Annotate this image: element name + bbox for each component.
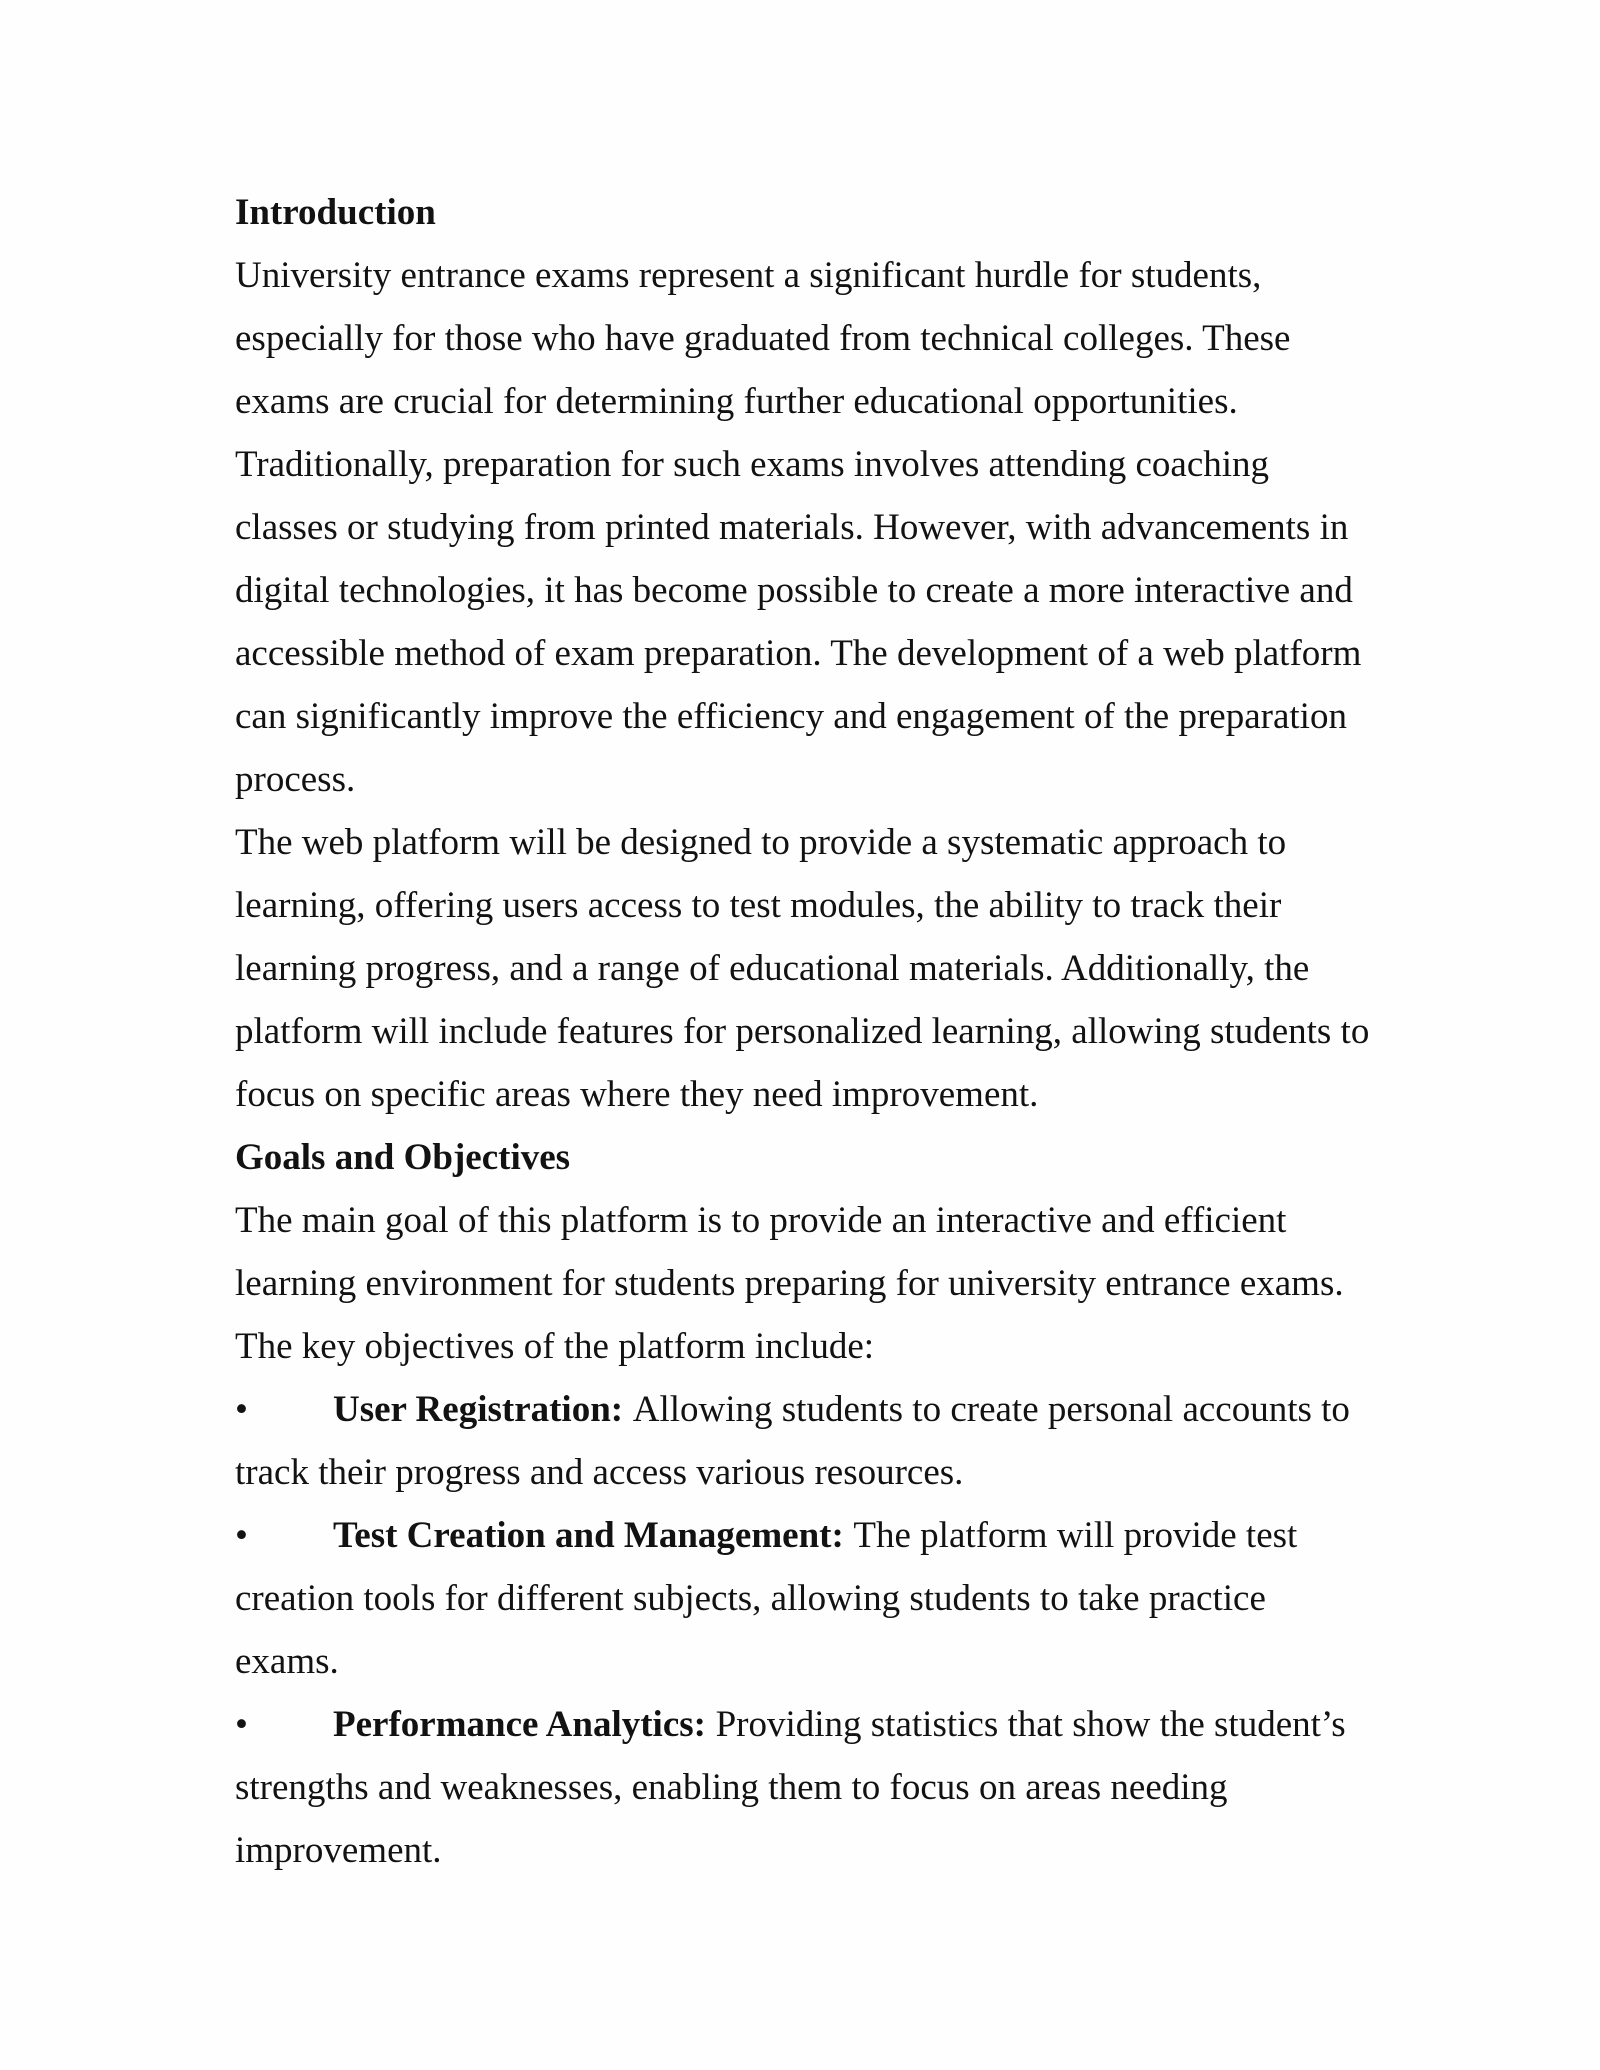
bullet-text: Providing statistics that show the student’s — [715, 1704, 1346, 1745]
bullet-text: The platform will provide test — [853, 1515, 1298, 1556]
bullet-continuation-line: exams. — [235, 1641, 339, 1682]
bullet-item — [235, 1504, 1375, 1567]
bullet-item — [235, 1693, 1375, 1756]
bullet-label: Performance Analytics: — [333, 1704, 706, 1745]
bullet-continuation-line: creation tools for different subjects, allowing students to take practice — [235, 1578, 1266, 1619]
bullet-label: User Registration: — [333, 1389, 624, 1430]
bullet-continuation-line: improvement. — [235, 1830, 442, 1871]
paragraph-line: The key objectives of the platform include: — [235, 1326, 875, 1367]
paragraph-line: exams are crucial for determining further educational opportunities. — [235, 381, 1238, 422]
bullet-item — [235, 1378, 1375, 1441]
paragraph-line: classes or studying from printed materials. However, with advancements in — [235, 507, 1349, 548]
section-heading: Goals and Objectives — [235, 1137, 571, 1178]
bullet-marker-icon: • — [235, 1704, 248, 1745]
bullet-marker-icon: • — [235, 1515, 248, 1556]
bullet-label: Test Creation and Management: — [333, 1515, 844, 1556]
paragraph-line: focus on specific areas where they need improvement. — [235, 1074, 1039, 1115]
paragraph-line: Traditionally, preparation for such exams involves attending coaching — [235, 444, 1270, 485]
paragraph-line: The main goal of this platform is to provide an interactive and efficient — [235, 1200, 1287, 1241]
paragraph-line: learning, offering users access to test modules, the ability to track their — [235, 885, 1282, 926]
bullet-continuation-line: track their progress and access various resources. — [235, 1452, 964, 1493]
paragraph-line: The web platform will be designed to provide a systematic approach to — [235, 822, 1287, 863]
paragraph-line: learning environment for students preparing for university entrance exams. — [235, 1263, 1344, 1304]
paragraph-line: process. — [235, 759, 356, 800]
paragraph-line: can significantly improve the efficiency and engagement of the preparation — [235, 696, 1347, 737]
bullet-text: Allowing students to create personal accounts to — [632, 1389, 1350, 1430]
paragraph-line: accessible method of exam preparation. The development of a web platform — [235, 633, 1362, 674]
paragraph-line: learning progress, and a range of educational materials. Additionally, the — [235, 948, 1310, 989]
bullet-marker-icon: • — [235, 1389, 248, 1430]
section-heading: Introduction — [235, 192, 436, 233]
paragraph-line: University entrance exams represent a significant hurdle for students, — [235, 255, 1262, 296]
document-content — [235, 181, 1375, 1882]
paragraph-line: especially for those who have graduated from technical colleges. These — [235, 318, 1291, 359]
bullet-continuation-line: strengths and weaknesses, enabling them to focus on areas needing — [235, 1767, 1228, 1808]
paragraph-line: digital technologies, it has become possible to create a more interactive and — [235, 570, 1353, 611]
paragraph-line: platform will include features for personalized learning, allowing students to — [235, 1011, 1370, 1052]
